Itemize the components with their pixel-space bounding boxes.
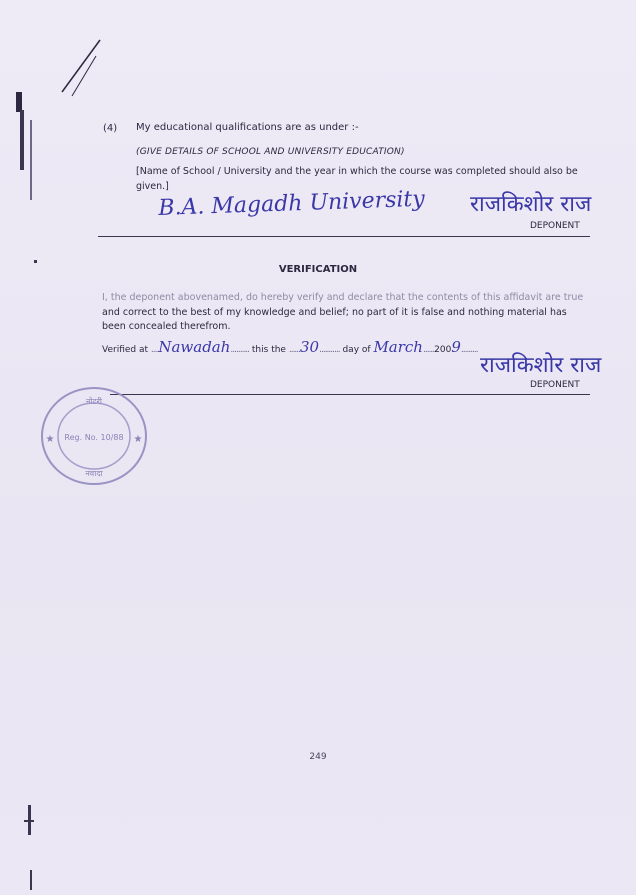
verification-paragraph-start: I, the deponent abovenamed, do hereby verify and declare that the contents of this affidavit are true xyxy=(102,292,584,303)
divider-line-2 xyxy=(110,394,590,395)
verification-paragraph-rest: and correct to the best of my knowledge and belief; no part of it is false and nothing material has been concealed therefrom. xyxy=(102,306,567,332)
stamp-text-bottom: नवादा xyxy=(85,469,103,478)
day-of-label: day of xyxy=(342,345,371,355)
verified-at-label: Verified at xyxy=(102,345,149,355)
this-the-label: this the xyxy=(251,345,286,355)
verified-place: Nawadah xyxy=(158,338,231,356)
deponent-label-1: DEPONENT xyxy=(530,221,580,231)
education-instruction: (GIVE DETAILS OF SCHOOL AND UNIVERSITY EDUCATION) xyxy=(136,147,405,157)
item-number: (4) xyxy=(103,123,118,134)
verification-heading: VERIFICATION xyxy=(278,264,358,275)
notary-stamp-icon xyxy=(36,382,156,494)
stamp-text-mid: Reg. No. 10/88 xyxy=(64,433,124,442)
qualification-prompt: My educational qualifications are as under :- xyxy=(136,122,359,133)
page-number: 249 xyxy=(309,752,327,762)
svg-text:★: ★ xyxy=(45,434,55,445)
verified-at-line: Verified at ....Nawadah.......... this the ......30........... day of March......2009......... xyxy=(102,338,478,356)
year-prefix: 200 xyxy=(434,345,452,355)
verification-paragraph xyxy=(102,291,590,335)
deponent-signature-1: राजकिशोर राज xyxy=(470,192,592,217)
education-instruction-detail: [Name of School / University and the year in which the course was completed should also be given.] xyxy=(136,166,578,192)
verified-month: March xyxy=(373,338,423,356)
verified-day: 30 xyxy=(300,338,320,356)
divider-line-1 xyxy=(98,236,590,237)
year-digit: 9 xyxy=(451,338,461,356)
svg-text:★: ★ xyxy=(133,434,143,445)
deponent-signature-2: राजकिशोर राज xyxy=(480,353,602,378)
stamp-text-top: नोटरी xyxy=(86,397,102,406)
handwritten-qualification: B.A. Magadh University xyxy=(158,186,426,221)
deponent-label-2: DEPONENT xyxy=(530,380,580,390)
